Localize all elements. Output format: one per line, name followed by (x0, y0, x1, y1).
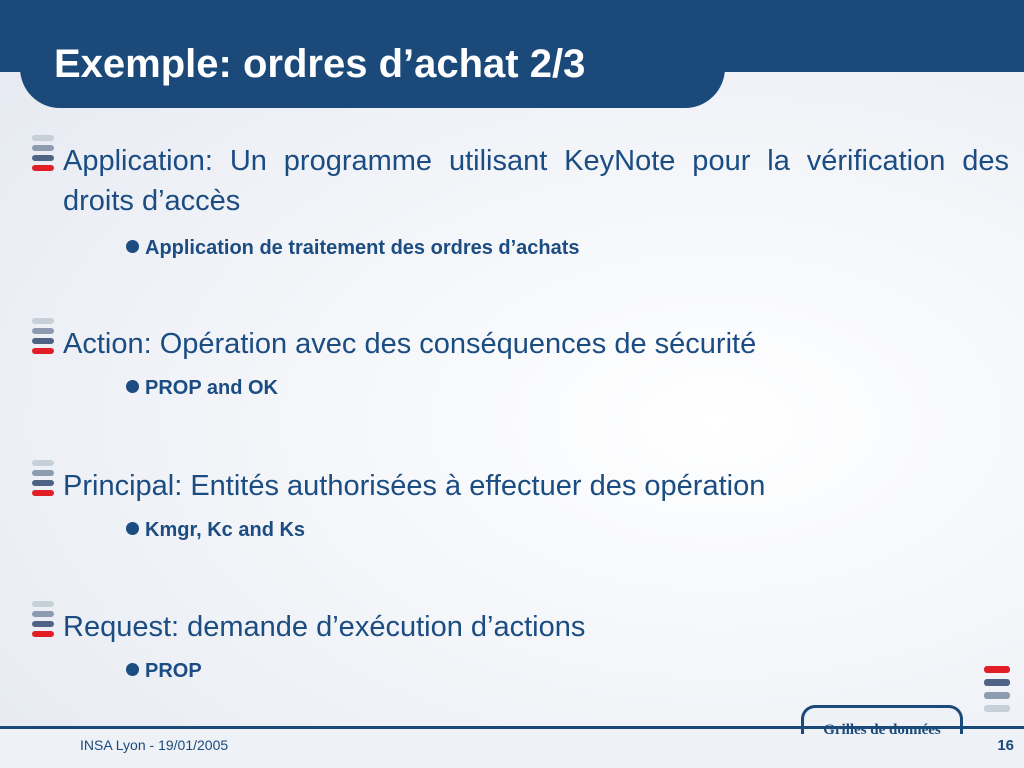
dot-icon (126, 663, 139, 676)
sub-bullet (126, 236, 580, 260)
sub-bullet (126, 659, 202, 683)
sub-bullet-text: PROP and OK (145, 377, 278, 399)
dot-icon (126, 380, 139, 393)
sub-bullet (126, 376, 278, 400)
slide-title: Exemple: ordres d’achat 2/3 (54, 42, 586, 86)
bullet-text: Application: Un programme utilisant KeyNote pour la vérification des droits d’accès (63, 145, 1009, 217)
dot-icon (126, 240, 139, 253)
bullet-text: Request: demande d’exécution d’actions (63, 611, 586, 643)
page-number: 16 (997, 737, 1014, 754)
sub-bullet (126, 518, 305, 542)
sub-bullet-text: Application de traitement des ordres d’achats (145, 237, 580, 259)
sub-bullet-text: PROP (145, 660, 202, 682)
footer-tab-label: Grilles de données (823, 722, 941, 738)
dot-icon (126, 522, 139, 535)
bullet-text: Action: Opération avec des conséquences de sécurité (63, 328, 757, 360)
footer-date: INSA Lyon - 19/01/2005 (80, 737, 229, 753)
bullet-text: Principal: Entités authorisées à effectuer des opération (63, 470, 766, 502)
bullet-stack-icon (32, 460, 54, 500)
bullet-stack-icon (32, 601, 54, 641)
corner-stack-icon (984, 666, 1010, 714)
bullet-stack-icon (32, 135, 54, 175)
bullet-stack-icon (32, 318, 54, 358)
sub-bullet-text: Kmgr, Kc and Ks (145, 519, 306, 541)
